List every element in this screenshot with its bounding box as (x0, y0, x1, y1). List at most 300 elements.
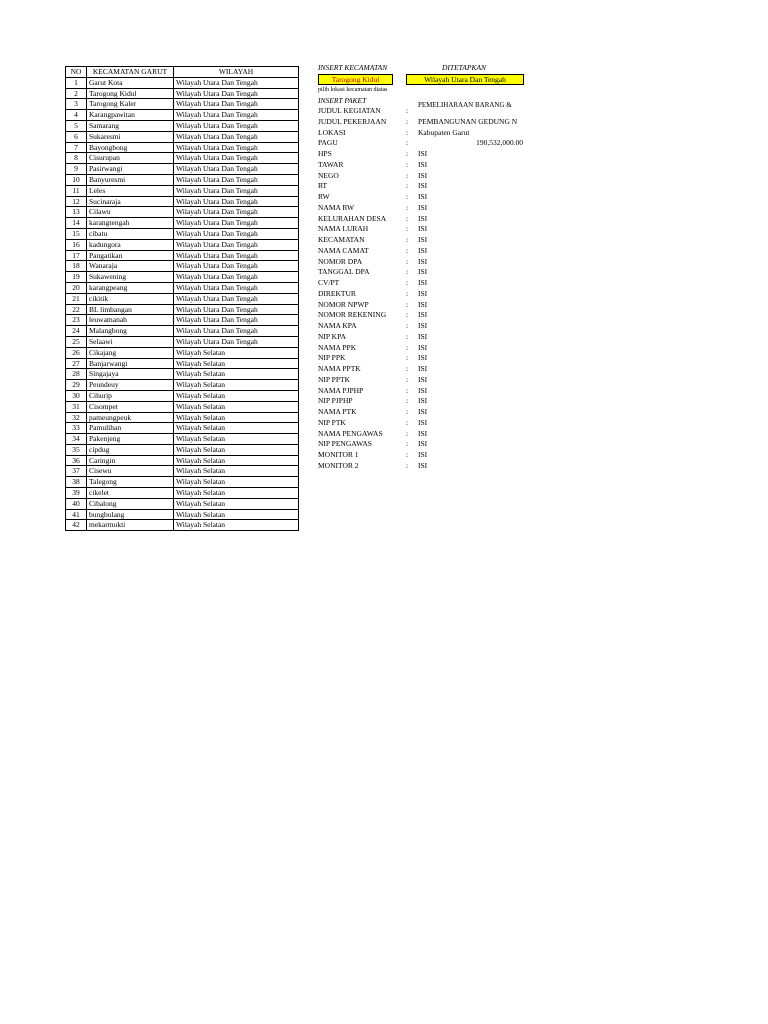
table-row (66, 444, 299, 455)
field-value[interactable]: ISI (418, 288, 428, 298)
field-label: NIP PJPHP (318, 396, 353, 406)
row-wilayah-cell[interactable]: Wilayah Utara Dan Tengah (174, 218, 299, 229)
row-no-cell[interactable]: 17 (66, 250, 87, 261)
row-wilayah-cell[interactable]: Wilayah Utara Dan Tengah (174, 282, 299, 293)
field-value[interactable]: Kabupaten Garut (418, 127, 470, 137)
field-colon: : (406, 138, 409, 148)
row-kecamatan-cell[interactable]: Cibalong (87, 498, 174, 509)
row-no-cell[interactable]: 12 (66, 196, 87, 207)
field-row (318, 181, 768, 192)
field-row (318, 101, 768, 117)
field-colon: : (406, 299, 409, 309)
row-wilayah-cell[interactable]: Wilayah Utara Dan Tengah (174, 110, 299, 121)
selected-wilayah-cell[interactable]: Wilayah Utara Dan Tengah (406, 74, 524, 85)
row-kecamatan-cell[interactable]: Banjarwangi (87, 358, 174, 369)
field-label: NEGO (318, 170, 339, 180)
field-colon: : (406, 213, 409, 223)
field-value[interactable]: ISI (418, 385, 428, 395)
field-row (318, 214, 768, 225)
row-no-cell[interactable]: 25 (66, 336, 87, 347)
field-value[interactable]: ISI (418, 256, 428, 266)
field-label: NAMA CAMAT (318, 245, 369, 255)
row-wilayah-cell[interactable]: Wilayah Utara Dan Tengah (174, 142, 299, 153)
paket-fields (318, 101, 768, 472)
field-value[interactable]: ISI (418, 321, 428, 330)
field-label: TANGGAL DPA (318, 267, 370, 277)
row-no-cell[interactable]: 16 (66, 239, 87, 250)
row-kecamatan-cell[interactable]: Cisompet (87, 401, 174, 412)
table-row (66, 218, 299, 229)
table-row (66, 293, 299, 304)
field-value[interactable]: ISI (418, 310, 428, 320)
row-wilayah-cell[interactable]: Wilayah Utara Dan Tengah (174, 131, 299, 142)
field-value[interactable]: ISI (418, 192, 428, 201)
row-wilayah-cell[interactable]: Wilayah Selatan (174, 380, 299, 391)
field-label: NOMOR DPA (318, 256, 363, 266)
row-no-cell[interactable]: 6 (66, 131, 87, 142)
row-kecamatan-cell[interactable]: mekarmukti (87, 520, 174, 531)
field-row (318, 160, 768, 171)
row-no-cell[interactable]: 3 (66, 99, 87, 110)
field-value[interactable]: ISI (418, 267, 428, 277)
row-kecamatan-cell[interactable]: Sucinaraja (87, 196, 174, 207)
field-row (318, 224, 768, 235)
row-kecamatan-cell[interactable]: Talegong (87, 477, 174, 488)
field-colon: : (406, 149, 409, 158)
field-value[interactable]: ISI (418, 342, 428, 352)
field-value[interactable]: ISI (418, 353, 428, 363)
row-wilayah-cell[interactable]: Wilayah Utara Dan Tengah (174, 250, 299, 261)
row-kecamatan-cell[interactable]: Cisurupan (87, 153, 174, 164)
row-kecamatan-cell[interactable]: Cilawu (87, 207, 174, 218)
row-wilayah-cell[interactable]: Wilayah Utara Dan Tengah (174, 164, 299, 175)
field-row (318, 375, 768, 386)
row-wilayah-cell[interactable]: Wilayah Selatan (174, 369, 299, 380)
row-no-cell[interactable]: 41 (66, 509, 87, 520)
row-wilayah-cell[interactable]: Wilayah Selatan (174, 358, 299, 369)
table-row (66, 369, 299, 380)
field-row (318, 203, 768, 214)
field-label: DIREKTUR (318, 288, 356, 298)
table-row (66, 412, 299, 423)
row-kecamatan-cell[interactable]: karangpeang (87, 282, 174, 293)
row-kecamatan-cell[interactable]: Singajaya (87, 369, 174, 380)
row-no-cell[interactable]: 7 (66, 142, 87, 153)
field-row (318, 278, 768, 289)
field-row (318, 267, 768, 278)
field-colon: : (406, 331, 409, 341)
row-no-cell[interactable]: 23 (66, 315, 87, 326)
table-row (66, 77, 299, 88)
field-label: NAMA PTK (318, 407, 357, 416)
heading-insert-paket: INSERT PAKET (318, 96, 367, 105)
field-value[interactable]: ISI (418, 407, 428, 416)
heading-ditetapkan: DITETAPKAN (442, 63, 487, 72)
row-no-cell[interactable]: 34 (66, 434, 87, 445)
table-row (66, 315, 299, 326)
table-row (66, 185, 299, 196)
field-label: HPS (318, 149, 332, 158)
row-kecamatan-cell[interactable]: Sukawening (87, 272, 174, 283)
row-no-cell[interactable]: 42 (66, 520, 87, 531)
field-value[interactable]: ISI (418, 235, 428, 244)
row-wilayah-cell[interactable]: Wilayah Utara Dan Tengah (174, 207, 299, 218)
field-row (318, 321, 768, 332)
field-value[interactable]: ISI (418, 213, 428, 223)
field-row (318, 386, 768, 397)
row-wilayah-cell[interactable]: Wilayah Selatan (174, 347, 299, 358)
table-row (66, 347, 299, 358)
row-no-cell[interactable]: 10 (66, 174, 87, 185)
table-row (66, 509, 299, 520)
field-label: KELURAHAN DESA (318, 213, 387, 223)
row-no-cell[interactable]: 27 (66, 358, 87, 369)
row-wilayah-cell[interactable]: Wilayah Selatan (174, 412, 299, 423)
field-row (318, 396, 768, 407)
row-no-cell[interactable]: 21 (66, 293, 87, 304)
row-kecamatan-cell[interactable]: cikelet (87, 488, 174, 499)
row-no-cell[interactable]: 39 (66, 488, 87, 499)
table-row (66, 131, 299, 142)
field-colon: : (406, 170, 409, 180)
field-row (318, 343, 768, 354)
field-row (318, 310, 768, 321)
row-kecamatan-cell[interactable]: Cisewu (87, 466, 174, 477)
table-row (66, 272, 299, 283)
field-value[interactable]: ISI (418, 331, 428, 341)
field-value[interactable]: ISI (418, 374, 428, 384)
field-value[interactable]: ISI (418, 299, 428, 309)
row-no-cell[interactable]: 11 (66, 185, 87, 196)
table-header-row (66, 67, 299, 78)
selected-kecamatan-cell[interactable]: Tarogong Kidul (318, 74, 393, 85)
row-wilayah-cell[interactable]: Wilayah Utara Dan Tengah (174, 174, 299, 185)
table-row (66, 207, 299, 218)
field-label: NOMOR NPWP (318, 299, 369, 309)
field-label: NIP PENGAWAS (318, 439, 372, 449)
row-kecamatan-cell[interactable]: bungbulang (87, 509, 174, 520)
field-label: NIP PTK (318, 417, 346, 427)
row-kecamatan-cell[interactable]: Selaawi (87, 336, 174, 347)
field-label: JUDUL KEGIATAN (318, 106, 381, 115)
table-row (66, 196, 299, 207)
row-kecamatan-cell[interactable]: Wanaraja (87, 261, 174, 272)
table-row (66, 390, 299, 401)
row-no-cell[interactable]: 14 (66, 218, 87, 229)
field-colon: : (406, 417, 409, 427)
row-wilayah-cell[interactable]: Wilayah Utara Dan Tengah (174, 326, 299, 337)
row-kecamatan-cell[interactable]: karangtengah (87, 218, 174, 229)
field-row (318, 117, 768, 128)
field-colon: : (406, 224, 409, 234)
row-no-cell[interactable]: 40 (66, 498, 87, 509)
row-wilayah-cell[interactable]: Wilayah Selatan (174, 455, 299, 466)
row-wilayah-cell[interactable]: Wilayah Selatan (174, 477, 299, 488)
table-row (66, 153, 299, 164)
table-row (66, 174, 299, 185)
field-value[interactable]: ISI (418, 202, 428, 212)
field-value[interactable]: ISI (418, 450, 428, 459)
field-value[interactable]: ISI (418, 278, 428, 287)
table-row (66, 99, 299, 110)
row-wilayah-cell[interactable]: Wilayah Utara Dan Tengah (174, 336, 299, 347)
row-kecamatan-cell[interactable]: Pakenjeng (87, 434, 174, 445)
row-no-cell[interactable]: 33 (66, 423, 87, 434)
row-no-cell[interactable]: 24 (66, 326, 87, 337)
field-row (318, 246, 768, 257)
row-kecamatan-cell[interactable]: Tarogong Kidul (87, 88, 174, 99)
table-row (66, 282, 299, 293)
row-no-cell[interactable]: 36 (66, 455, 87, 466)
row-no-cell[interactable]: 22 (66, 304, 87, 315)
row-wilayah-cell[interactable]: Wilayah Utara Dan Tengah (174, 304, 299, 315)
row-kecamatan-cell[interactable]: Karangpawitan (87, 110, 174, 121)
header-no[interactable]: NO (66, 67, 87, 78)
field-value[interactable]: PEMELIHARAAN BARANG & (418, 101, 512, 109)
row-wilayah-cell[interactable]: Wilayah Selatan (174, 444, 299, 455)
kecamatan-table (65, 66, 299, 531)
table-row (66, 358, 299, 369)
row-kecamatan-cell[interactable]: kadungora (87, 239, 174, 250)
field-label: JUDUL PEKERJAAN (318, 116, 387, 126)
field-label: TAWAR (318, 159, 344, 169)
field-label: MONITOR 1 (318, 450, 359, 459)
row-no-cell[interactable]: 2 (66, 88, 87, 99)
field-colon: : (406, 342, 409, 352)
field-label: LOKASI (318, 127, 346, 137)
row-no-cell[interactable]: 35 (66, 444, 87, 455)
row-no-cell[interactable]: 19 (66, 272, 87, 283)
field-colon: : (406, 364, 409, 373)
table-row (66, 466, 299, 477)
row-kecamatan-cell[interactable]: leuwamanah (87, 315, 174, 326)
row-wilayah-cell[interactable]: Wilayah Selatan (174, 509, 299, 520)
row-wilayah-cell[interactable]: Wilayah Selatan (174, 520, 299, 531)
row-kecamatan-cell[interactable]: Tarogong Kaler (87, 99, 174, 110)
row-kecamatan-cell[interactable]: Bayongbong (87, 142, 174, 153)
row-no-cell[interactable]: 26 (66, 347, 87, 358)
table-row (66, 164, 299, 175)
field-value[interactable]: ISI (418, 364, 428, 373)
row-wilayah-cell[interactable]: Wilayah Utara Dan Tengah (174, 196, 299, 207)
field-colon: : (406, 407, 409, 416)
field-value[interactable]: ISI (418, 224, 428, 234)
row-kecamatan-cell[interactable]: Caringin (87, 455, 174, 466)
row-wilayah-cell[interactable]: Wilayah Selatan (174, 498, 299, 509)
table-row (66, 498, 299, 509)
row-wilayah-cell[interactable]: Wilayah Selatan (174, 434, 299, 445)
field-row (318, 364, 768, 375)
row-wilayah-cell[interactable]: Wilayah Utara Dan Tengah (174, 120, 299, 131)
row-no-cell[interactable]: 1 (66, 77, 87, 88)
field-label: NAMA KPA (318, 321, 357, 330)
row-no-cell[interactable]: 31 (66, 401, 87, 412)
field-value[interactable]: ISI (418, 417, 428, 427)
row-kecamatan-cell[interactable]: Garut Kota (87, 77, 174, 88)
heading-insert-kecamatan: INSERT KECAMATAN (318, 63, 388, 72)
row-kecamatan-cell[interactable]: Pangatikan (87, 250, 174, 261)
field-label: NAMA PPK (318, 342, 357, 352)
row-no-cell[interactable]: 38 (66, 477, 87, 488)
row-no-cell[interactable]: 37 (66, 466, 87, 477)
table-row (66, 261, 299, 272)
row-kecamatan-cell[interactable]: Banyuresmi (87, 174, 174, 185)
field-label: PAGU (318, 138, 338, 148)
row-no-cell[interactable]: 29 (66, 380, 87, 391)
row-kecamatan-cell[interactable]: Peundeuy (87, 380, 174, 391)
field-colon: : (406, 460, 409, 470)
row-kecamatan-cell[interactable]: cibatu (87, 228, 174, 239)
table-row (66, 380, 299, 391)
row-no-cell[interactable]: 8 (66, 153, 87, 164)
row-kecamatan-cell[interactable]: Cihurip (87, 390, 174, 401)
field-colon: : (406, 181, 409, 191)
row-no-cell[interactable]: 9 (66, 164, 87, 175)
field-colon: : (406, 439, 409, 449)
row-no-cell[interactable]: 28 (66, 369, 87, 380)
field-row (318, 450, 768, 461)
row-wilayah-cell[interactable]: Wilayah Utara Dan Tengah (174, 88, 299, 99)
field-value[interactable]: ISI (418, 396, 428, 406)
row-wilayah-cell[interactable]: Wilayah Utara Dan Tengah (174, 99, 299, 110)
table-body (66, 77, 299, 530)
field-colon: : (406, 267, 409, 277)
field-row (318, 257, 768, 268)
row-no-cell[interactable]: 20 (66, 282, 87, 293)
field-label: MONITOR 2 (318, 460, 359, 470)
field-row (318, 407, 768, 418)
row-wilayah-cell[interactable]: Wilayah Selatan (174, 390, 299, 401)
field-row (318, 439, 768, 450)
row-no-cell[interactable]: 18 (66, 261, 87, 272)
row-no-cell[interactable]: 32 (66, 412, 87, 423)
row-wilayah-cell[interactable]: Wilayah Selatan (174, 401, 299, 412)
field-row (318, 300, 768, 311)
row-wilayah-cell[interactable]: Wilayah Utara Dan Tengah (174, 153, 299, 164)
row-kecamatan-cell[interactable]: pameungpeuk (87, 412, 174, 423)
field-colon: : (406, 159, 409, 169)
field-colon: : (406, 192, 409, 201)
row-kecamatan-cell[interactable]: BL limbangan (87, 304, 174, 315)
table-row (66, 250, 299, 261)
table-row (66, 423, 299, 434)
row-kecamatan-cell[interactable]: Pamulihan (87, 423, 174, 434)
row-wilayah-cell[interactable]: Wilayah Utara Dan Tengah (174, 185, 299, 196)
table-row (66, 110, 299, 121)
field-row (318, 192, 768, 203)
row-wilayah-cell[interactable]: Wilayah Utara Dan Tengah (174, 239, 299, 250)
field-value[interactable]: ISI (418, 149, 428, 158)
row-wilayah-cell[interactable]: Wilayah Utara Dan Tengah (174, 228, 299, 239)
row-wilayah-cell[interactable]: Wilayah Utara Dan Tengah (174, 77, 299, 88)
table-row (66, 434, 299, 445)
header-wilayah[interactable]: WILAYAH (174, 67, 299, 78)
table-row (66, 401, 299, 412)
row-no-cell[interactable]: 13 (66, 207, 87, 218)
field-label: NIP PPTK (318, 374, 351, 384)
field-colon: : (406, 428, 409, 438)
field-label: RW (318, 192, 330, 201)
field-value[interactable]: PEMBANGUNAN GEDUNG N (418, 116, 518, 126)
row-no-cell[interactable]: 15 (66, 228, 87, 239)
row-kecamatan-cell[interactable]: Leles (87, 185, 174, 196)
row-kecamatan-cell[interactable]: cikitik (87, 293, 174, 304)
field-label: RT (318, 181, 328, 191)
field-row (318, 289, 768, 300)
row-kecamatan-cell[interactable]: Cikajang (87, 347, 174, 358)
row-wilayah-cell[interactable]: Wilayah Utara Dan Tengah (174, 272, 299, 283)
field-colon: : (406, 396, 409, 406)
field-label: NAMA LURAH (318, 224, 369, 234)
field-colon: : (406, 353, 409, 363)
row-kecamatan-cell[interactable]: Pasirwangi (87, 164, 174, 175)
field-label: NAMA PJPHP (318, 385, 364, 395)
field-value[interactable]: 190,532,000.00 (476, 138, 523, 148)
field-row (318, 171, 768, 182)
table-row (66, 488, 299, 499)
field-value[interactable]: ISI (418, 439, 428, 449)
field-value[interactable]: ISI (418, 181, 428, 191)
field-row (318, 128, 768, 139)
row-wilayah-cell[interactable]: Wilayah Utara Dan Tengah (174, 261, 299, 272)
row-kecamatan-cell[interactable]: Samarang (87, 120, 174, 131)
field-colon: : (406, 106, 409, 115)
table-row (66, 142, 299, 153)
field-colon: : (406, 321, 409, 330)
field-value[interactable]: ISI (418, 428, 428, 438)
field-label: NOMOR REKENING (318, 310, 387, 320)
table-row (66, 239, 299, 250)
table-row (66, 120, 299, 131)
row-wilayah-cell[interactable]: Wilayah Selatan (174, 423, 299, 434)
row-wilayah-cell[interactable]: Wilayah Utara Dan Tengah (174, 293, 299, 304)
field-colon: : (406, 235, 409, 244)
field-value[interactable]: ISI (418, 245, 428, 255)
table-row (66, 520, 299, 531)
field-colon: : (406, 374, 409, 384)
row-no-cell[interactable]: 4 (66, 110, 87, 121)
field-row (318, 429, 768, 440)
field-colon: : (406, 288, 409, 298)
header-kecamatan[interactable]: KECAMATAN GARUT (87, 67, 174, 78)
row-wilayah-cell[interactable]: Wilayah Selatan (174, 466, 299, 477)
field-label: NIP PPK (318, 353, 346, 363)
field-value[interactable]: ISI (418, 159, 428, 169)
row-kecamatan-cell[interactable]: cipdug (87, 444, 174, 455)
field-value[interactable]: ISI (418, 170, 428, 180)
field-row (318, 138, 768, 149)
table-row (66, 326, 299, 337)
table-row (66, 477, 299, 488)
field-label: NAMA PENGAWAS (318, 428, 383, 438)
field-colon: : (406, 256, 409, 266)
row-kecamatan-cell[interactable]: Malangbong (87, 326, 174, 337)
row-no-cell[interactable]: 5 (66, 120, 87, 131)
row-wilayah-cell[interactable]: Wilayah Utara Dan Tengah (174, 315, 299, 326)
hint-text: pilih lokasi kecamatan diatas (318, 87, 388, 93)
field-colon: : (406, 450, 409, 459)
table-row (66, 228, 299, 239)
table-row (66, 336, 299, 347)
field-value[interactable]: ISI (418, 460, 428, 470)
field-row (318, 461, 768, 472)
field-label: NIP KPA (318, 331, 346, 341)
row-kecamatan-cell[interactable]: Sukaresmi (87, 131, 174, 142)
field-label: NAMA RW (318, 202, 355, 212)
row-no-cell[interactable]: 30 (66, 390, 87, 401)
row-wilayah-cell[interactable]: Wilayah Selatan (174, 488, 299, 499)
field-label: CV/PT (318, 278, 340, 287)
